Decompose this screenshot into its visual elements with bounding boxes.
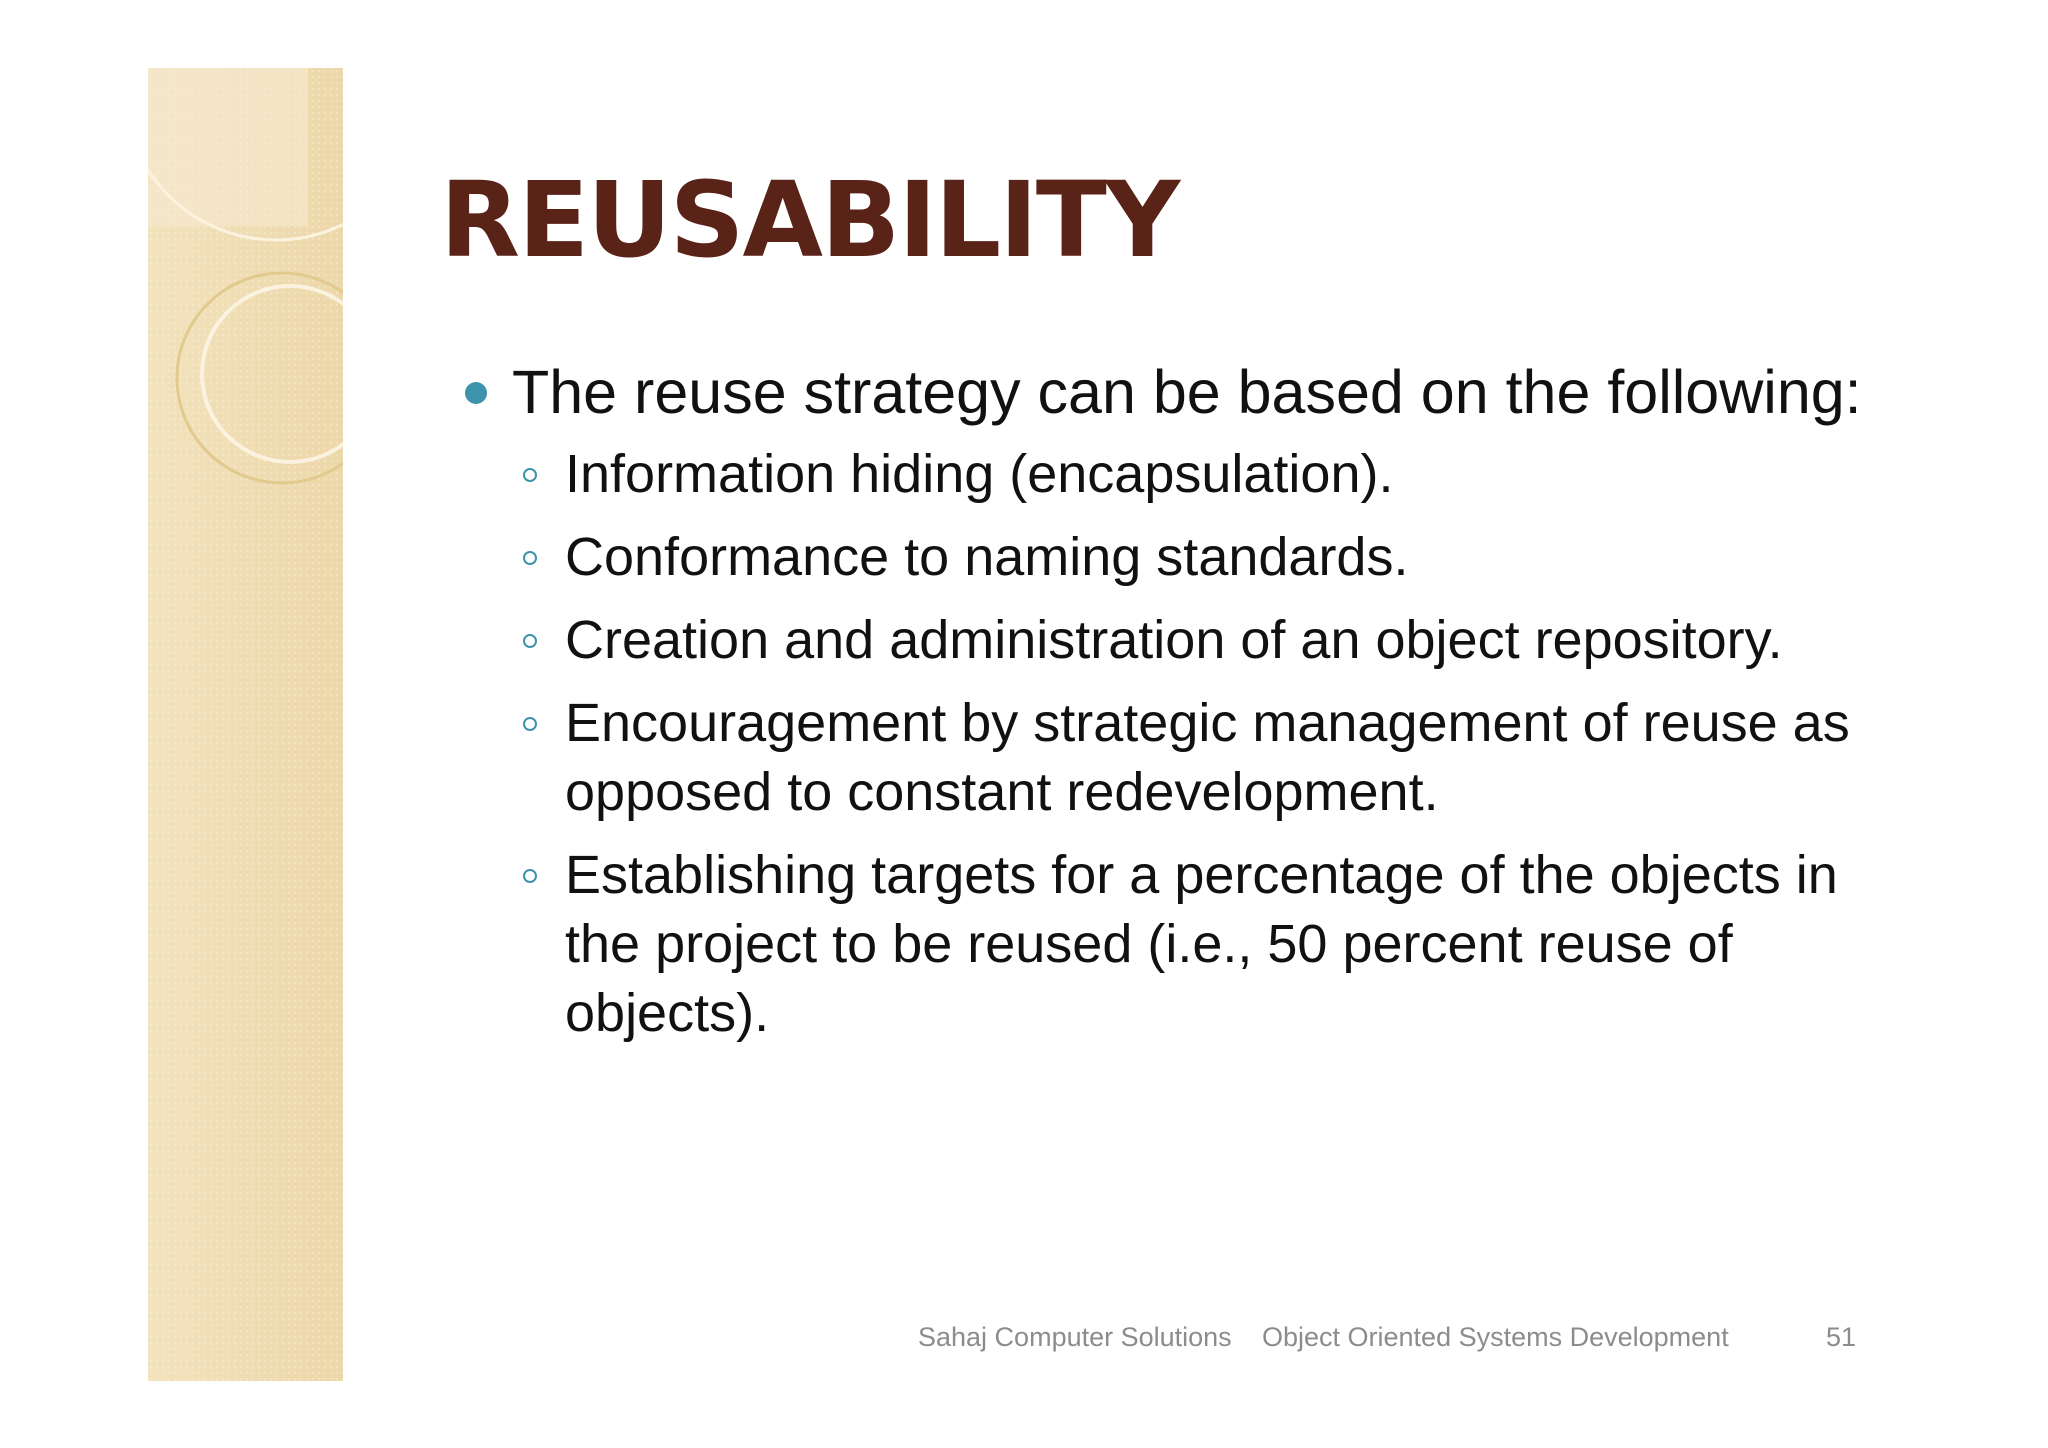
decorative-circles-icon — [148, 68, 343, 1381]
decorative-side-band — [148, 68, 343, 1381]
sub-bullet-ring-icon — [523, 551, 537, 565]
sub-bullet-list — [455, 440, 1895, 1048]
sub-bullet-item — [455, 440, 1895, 509]
sub-bullet-text: Creation and administration of an object repository. — [565, 610, 1783, 670]
footer-company: Sahaj Computer Solutions — [918, 1322, 1232, 1352]
footer-page-number: 51 — [1826, 1322, 1857, 1352]
sub-bullet-ring-icon — [523, 468, 537, 482]
sub-bullet-ring-icon — [523, 717, 537, 731]
sub-bullet-text: Establishing targets for a percentage of the objects in the project to be reused (i.e., 50 percent reuse of objects). — [565, 845, 1838, 1043]
bullet-dot-icon — [465, 382, 487, 404]
slide-content — [455, 352, 1895, 1062]
sub-bullet-item — [455, 606, 1895, 675]
sub-bullet-text: Information hiding (encapsulation). — [565, 444, 1394, 504]
sub-bullet-text: Encouragement by strategic management of reuse as opposed to constant redevelopment. — [565, 693, 1850, 822]
main-bullet — [455, 352, 1895, 432]
main-bullet-text: The reuse strategy can be based on the following: — [512, 358, 1862, 426]
sub-bullet-ring-icon — [523, 869, 537, 883]
sub-bullet-item — [455, 523, 1895, 592]
sub-bullet-item — [455, 689, 1895, 827]
sub-bullet-item — [455, 841, 1895, 1048]
slide-title: REUSABILITY — [440, 159, 1179, 281]
footer-course-title: Object Oriented Systems Development — [1262, 1322, 1729, 1352]
sub-bullet-ring-icon — [523, 634, 537, 648]
sub-bullet-text: Conformance to naming standards. — [565, 527, 1409, 587]
